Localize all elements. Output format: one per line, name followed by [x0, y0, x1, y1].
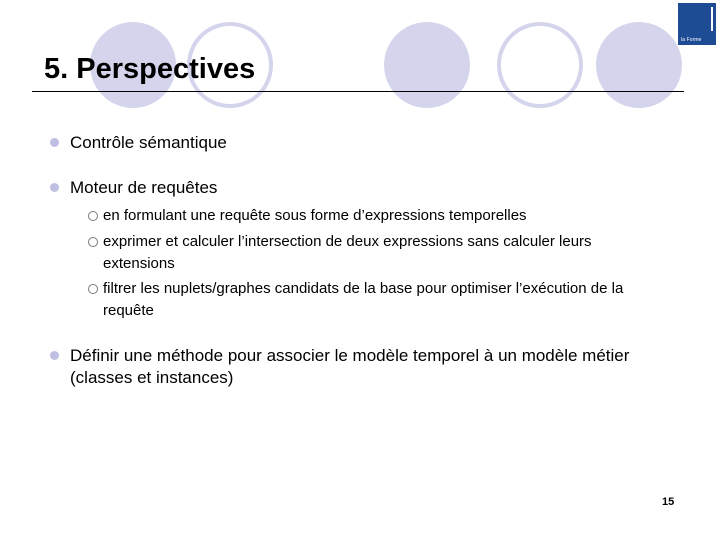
decorative-ring: [497, 22, 583, 108]
bullet-dot-icon: [50, 351, 59, 360]
decorative-circle: [596, 22, 682, 108]
logo-stripe: [711, 7, 713, 31]
title-divider: [32, 91, 684, 92]
bullet-dot-icon: [50, 138, 59, 147]
sub-bullet-text: filtrer les nuplets/graphes candidats de la base pour optimiser l’exécution de la requête: [103, 280, 624, 319]
bullet-dot-icon: [50, 183, 59, 192]
sub-bullet-text: exprimer et calculer l’intersection de deux expressions sans calculer leurs extensions: [103, 233, 592, 272]
bullet-text: Contrôle sémantique: [70, 133, 227, 152]
page-number: 15: [662, 496, 675, 508]
bullet-text: Moteur de requêtes: [70, 178, 218, 197]
sub-bullet-circle-icon: [88, 211, 98, 221]
sub-bullet-text: en formulant une requête sous forme d’expressions temporelles: [103, 207, 527, 224]
logo: [678, 3, 716, 45]
page-title: 5. Perspectives: [44, 53, 256, 85]
sub-bullet-circle-icon: [88, 237, 98, 247]
bullet-text: Définir une méthode pour associer le modèle temporel à un modèle métier (classes et instances): [70, 346, 630, 387]
logo-text: la Forme: [681, 37, 702, 43]
decorative-circle: [384, 22, 470, 108]
sub-bullet-circle-icon: [88, 284, 98, 294]
